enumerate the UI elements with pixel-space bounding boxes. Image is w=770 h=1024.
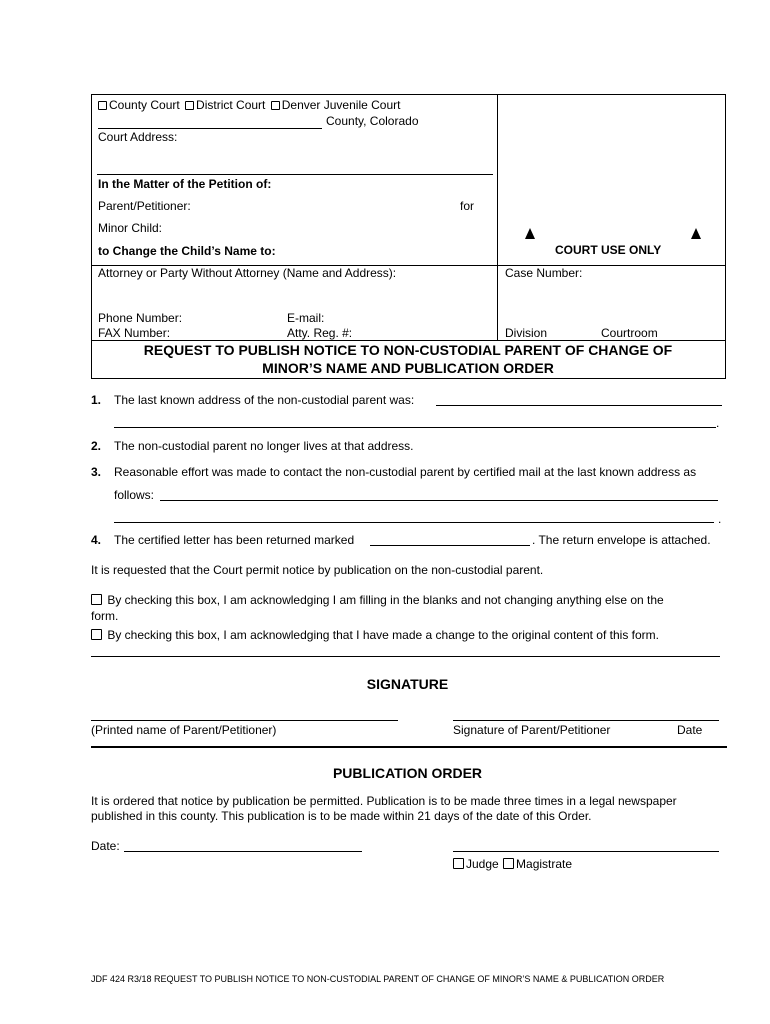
item-4-text-end: . The return envelope is attached. (532, 533, 711, 547)
ack-rule (91, 656, 720, 657)
item-4-number: 4. (91, 533, 102, 547)
item-2-text: The non-custodial parent no longer lives at that address. (114, 439, 414, 453)
item-3-number: 3. (91, 465, 102, 479)
order-text-2: published in this county. This publication is to be made within 21 days of the date of this Order. (91, 809, 592, 823)
order-date-label: Date: (91, 839, 120, 853)
magistrate-checkbox[interactable] (503, 858, 514, 869)
ack-1: By checking this box, I am acknowledging I am filling in the blanks and not changing anything else on the (91, 593, 664, 607)
signature-heading: SIGNATURE (366, 676, 449, 692)
ack-1-cont: form. (91, 609, 119, 623)
form-title-line1: REQUEST TO PUBLISH NOTICE TO NON-CUSTODIAL PARENT OF CHANGE OF (143, 342, 673, 358)
judge-checkbox[interactable] (453, 858, 464, 869)
section-divider (91, 746, 727, 748)
signature-label: Signature of Parent/Petitioner (453, 723, 611, 737)
county-suffix: County, Colorado (326, 114, 419, 128)
for-label: for (460, 199, 475, 213)
matter-rule (97, 174, 493, 175)
row-rule-title (91, 340, 725, 341)
change-label: to Change the Child’s Name to: (98, 244, 276, 258)
ack-1-checkbox[interactable] (91, 594, 102, 605)
judge-options: Judge Magistrate (453, 857, 572, 871)
district-court-checkbox[interactable] (185, 101, 194, 110)
item-1-number: 1. (91, 393, 102, 407)
order-text-1: It is ordered that notice by publication be permitted. Publication is to be made three times in a legal newspaper (91, 794, 677, 808)
judge-signature-line[interactable] (453, 851, 719, 852)
printed-name-line[interactable] (91, 720, 398, 721)
triangle-left-icon (525, 228, 535, 239)
request-text: It is requested that the Court permit notice by publication on the non-custodial parent. (91, 563, 544, 577)
caption-divider (497, 94, 498, 340)
email-label: E-mail: (287, 311, 325, 325)
item-3-follows: follows: (114, 488, 155, 502)
footer: JDF 424 R3/18 REQUEST TO PUBLISH NOTICE TO NON-CUSTODIAL PARENT OF CHANGE OF MINOR’S NAME & PUBLICATION ORDER (91, 974, 665, 984)
court-options: County Court District Court Denver Juvenile Court (98, 98, 400, 112)
address-period: . (716, 416, 720, 430)
signature-line[interactable] (453, 720, 719, 721)
effort-blank-1[interactable] (160, 500, 718, 501)
case-number-label: Case Number: (505, 266, 583, 280)
form-title-line2: MINOR’S NAME AND PUBLICATION ORDER (262, 360, 554, 376)
county-court-checkbox[interactable] (98, 101, 107, 110)
court-address-label: Court Address: (98, 130, 178, 144)
parent-label: Parent/Petitioner: (98, 199, 191, 213)
minor-label: Minor Child: (98, 221, 163, 235)
address-blank-2[interactable] (114, 427, 716, 428)
effort-blank-2[interactable] (114, 522, 714, 523)
attorney-label: Attorney or Party Without Attorney (Name and Address): (98, 266, 397, 280)
printed-name-label: (Printed name of Parent/Petitioner) (91, 723, 277, 737)
address-blank-1[interactable] (436, 405, 722, 406)
phone-label: Phone Number: (98, 311, 183, 325)
courtroom-label: Courtroom (601, 326, 658, 340)
ack-2: By checking this box, I am acknowledging that I have made a change to the original content of this form. (91, 628, 659, 642)
item-1-text: The last known address of the non-custodial parent was: (114, 393, 415, 407)
order-heading: PUBLICATION ORDER (332, 765, 483, 781)
court-use-only: COURT USE ONLY (555, 243, 662, 257)
order-date-blank[interactable] (124, 851, 362, 852)
atty-reg-label: Atty. Reg. #: (287, 326, 353, 340)
fax-label: FAX Number: (98, 326, 171, 340)
county-blank[interactable] (98, 128, 322, 129)
signature-date-label: Date (677, 723, 703, 737)
returned-marked-blank[interactable] (370, 545, 530, 546)
item-3-text: Reasonable effort was made to contact the non-custodial parent by certified mail at the last known address as (114, 465, 697, 479)
triangle-right-icon (691, 228, 701, 239)
matter-label: In the Matter of the Petition of: (98, 177, 272, 191)
effort-period: . (718, 512, 722, 526)
denver-juvenile-checkbox[interactable] (271, 101, 280, 110)
item-4-text: The certified letter has been returned marked (114, 533, 355, 547)
ack-2-checkbox[interactable] (91, 629, 102, 640)
item-2-number: 2. (91, 439, 102, 453)
division-label: Division (505, 326, 548, 340)
